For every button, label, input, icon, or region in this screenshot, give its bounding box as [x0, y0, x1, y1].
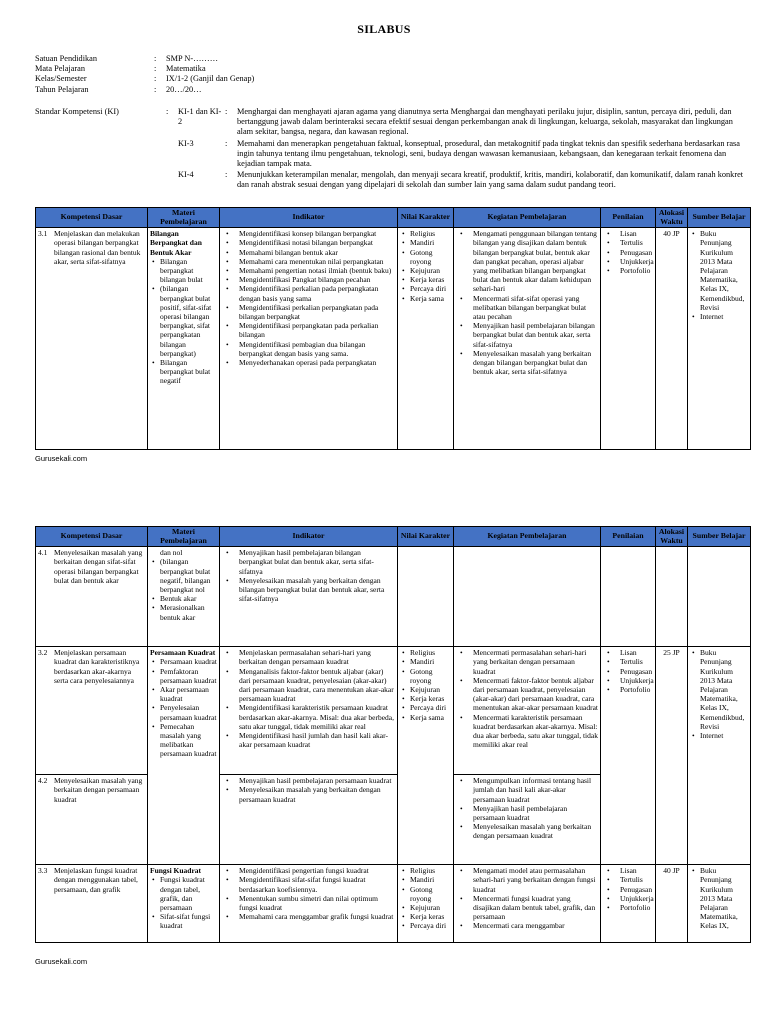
penilaian-list [603, 229, 653, 275]
kegiatan-cell [454, 228, 601, 450]
header-cell: Alokasi Waktu [656, 527, 688, 547]
list-item: • (bilangan berpangkat bulat negatif, bilangan berpangkat nol [160, 557, 217, 594]
header-cell: Kompetensi Dasar [36, 527, 148, 547]
list-item: • Memahami bilangan bentuk akar [239, 248, 395, 257]
list-item: • Mencermati faktor-faktor bentuk aljabar dari persamaan kuadrat, penyelesaian (akar-akar) dari persamaan kuadrat, cara menentukan akar-akar persamaan kuadrat [473, 676, 598, 713]
list-item: • Portofolio [620, 685, 653, 694]
nilai-list [400, 648, 451, 722]
materi-title: Fungsi Kuadrat [150, 866, 202, 876]
list-item: • Bilangan berpangkat bilangan bulat [160, 257, 217, 285]
list-item: • Portofolio [620, 266, 653, 275]
list-item: • (bilangan berpangkat bulat positif, sifat-sifat operasi bilangan berpangkat, sifat perpangkatan bilangan berpangkat) [160, 284, 217, 358]
silabus-table-1 [35, 207, 751, 450]
colon: : [166, 107, 169, 116]
identity-block [35, 54, 254, 95]
kd-number: 3.3 [38, 866, 48, 876]
list-item: • Memahami cara menentukan nilai perpangkatan [239, 257, 395, 266]
nilai-list [400, 866, 451, 930]
indikator-list [222, 776, 395, 804]
header-cell: Sumber Belajar [688, 208, 751, 228]
silabus-table-2 [35, 526, 751, 943]
list-item: • Gotong royong [410, 667, 451, 685]
list-item: • Tertulis [620, 875, 653, 884]
list-item: • Menyelesaikan masalah yang berkaitan dengan persamaan kuadrat [239, 785, 395, 803]
list-item: • Penugasan [620, 667, 653, 676]
list-item: • Mandiri [410, 657, 451, 666]
list-item: • Penugasan [620, 248, 653, 257]
header-cell: Alokasi Waktu [656, 208, 688, 228]
ki-text: Menunjukkan keterampilan menalar, mengolah, dan menyaji secara kreatif, produktif, kritis, mandiri, kolaboratif, dan komunikatif, dalam ranah konkret dan ranah abstrak sesuai dengan yang dipelajari di sekolah dan sumber lain yang sama dalam sudut pandang teori. [237, 170, 744, 190]
materi-list [150, 657, 217, 758]
list-item: • Religius [410, 648, 451, 657]
colon: : [154, 74, 157, 84]
colon: : [225, 138, 228, 148]
kegiatan-cell [454, 647, 601, 775]
table-row [36, 228, 751, 450]
colon: : [154, 64, 157, 74]
list-item: • Akar persamaan kuadrat [160, 685, 217, 703]
meta-value: Matematika [166, 64, 206, 74]
kd-cell [36, 228, 148, 450]
list-item: • Sifat-sifat fungsi kuadrat [160, 912, 217, 930]
list-item: • Menyajikan hasil pembelajaran bilangan berpangkat bulat dan bentuk akar, serta sifat-sifatnya [473, 321, 598, 349]
kegiatan-cell [454, 775, 601, 865]
meta-row [35, 85, 254, 95]
materi-continuation: dan nol [160, 548, 183, 558]
kd-text: Menyelesaikan masalah yang berkaitan dengan persamaan kuadrat [54, 776, 143, 804]
sumber-list [690, 229, 748, 321]
list-item: • Menyajikan hasil pembelajaran bilangan berpangkat bulat dan bentuk akar, serta sifat-sifatnya [239, 548, 395, 576]
list-item: • Mengidentifikasi pengertian fungsi kuadrat [239, 866, 395, 875]
kegiatan-list [456, 776, 598, 840]
nilai-cell [398, 647, 454, 865]
footer-text: Gurusekali.com [35, 957, 88, 966]
indikator-list [222, 648, 395, 749]
list-item: • Penyelesaian persamaan kuadrat [160, 703, 217, 721]
list-item: • Menyajikan hasil pembelajaran persamaan kuadrat [473, 804, 598, 822]
list-item: • Gotong royong [410, 248, 451, 266]
header-cell: Penilaian [601, 527, 656, 547]
penilaian-cell [601, 228, 656, 450]
list-item: • Mengamati penggunaan bilangan tentang bilangan yang disajikan dalam bentuk bilangan berpangkat bulat, bentuk akar dan pangkat pecahan, operasi aljabar yang melibatkan bilangan berpangkat bulat dan bentuk akar dalam kehidupan sehari-hari [473, 229, 598, 293]
list-item: • Tertulis [620, 238, 653, 247]
kd-text: Menjelaskan persamaan kuadrat dan karakteristiknya berdasarkan akar-akarnya serta cara penyelesaiannya [54, 648, 140, 685]
list-item: • Menyelesaikan masalah yang berkaitan dengan bilangan berpangkat bulat dan bentuk akar, serta sifat-sifatnya [473, 349, 598, 377]
colon: : [154, 54, 157, 63]
list-item: • Pemecahan masalah yang melibatkan persamaan kuadrat [160, 722, 217, 759]
indikator-list [222, 866, 395, 921]
indikator-cell [220, 547, 398, 647]
ki-code: KI-4 [178, 170, 194, 180]
list-item: • Merasionalkan bentuk akar [160, 603, 217, 621]
list-item: • Buku Penunjang Kurikulum 2013 Mata Pelajaran Matematika, Kelas IX, Kemendikbud, Revisi [700, 229, 748, 312]
kegiatan-list [456, 648, 598, 749]
list-item: • Mengidentifikasi Pangkat bilangan pecahan [239, 275, 395, 284]
table-header-row [36, 527, 751, 547]
list-item: • Buku Penunjang Kurikulum 2013 Mata Pelajaran Matematika, Kelas IX, [700, 866, 748, 930]
list-item: • Portofolio [620, 903, 653, 912]
nilai-list [400, 229, 451, 303]
header-cell: Indikator [220, 527, 398, 547]
list-item: • Memahami cara menggambar grafik fungsi kuadrat [239, 912, 395, 921]
kegiatan-cell [454, 547, 601, 647]
ki-block [35, 107, 750, 192]
materi-list [150, 257, 217, 386]
materi-list [150, 557, 217, 621]
list-item: • Kejujuran [410, 685, 451, 694]
meta-value: SMP N-……… [166, 54, 219, 63]
list-item: • Kerja keras [410, 275, 451, 284]
table-row [36, 547, 751, 647]
list-item: • Menyederhanakan operasi pada perpangkatan [239, 358, 395, 367]
list-item: • Memahami pengertian notasi ilmiah (bentuk baku) [239, 266, 395, 275]
materi-cell [148, 647, 220, 865]
list-item: • Kerja sama [410, 294, 451, 303]
list-item: • Mengidentifikasi notasi bilangan berpangkat [239, 238, 395, 247]
header-cell: Indikator [220, 208, 398, 228]
list-item: • Lisan [620, 648, 653, 657]
list-item: • Buku Penunjang Kurikulum 2013 Mata Pelajaran Matematika, Kelas IX, Kemendikbud, Revisi [700, 648, 748, 731]
penilaian-list [603, 648, 653, 694]
kd-number: 4.2 [38, 776, 48, 786]
meta-label: Satuan Pendidikan [35, 54, 97, 63]
list-item: • Religius [410, 866, 451, 875]
list-item: • Mengidentifikasi pembagian dua bilangan berpangkat dengan basis yang sama. [239, 340, 395, 358]
kd-text: Menjelaskan fungsi kuadrat dengan menggunakan tabel, persamaan, dan grafik [54, 866, 138, 894]
kd-text: Menyelesaikan masalah yang berkaitan dengan sifat-sifat operasi bilangan berpangkat bulat dan bentuk akar [54, 548, 143, 585]
ki-code: KI-3 [178, 138, 194, 148]
penilaian-cell [601, 547, 656, 647]
kd-number: 4.1 [38, 548, 48, 558]
ki-row [35, 107, 750, 138]
alokasi-cell: 40 JP [656, 865, 688, 943]
materi-cell [148, 228, 220, 450]
list-item: • Fungsi kuadrat dengan tabel, grafik, dan persamaan [160, 875, 217, 912]
list-item: • Unjukkerja [620, 676, 653, 685]
meta-label: Kelas/Semester [35, 74, 87, 84]
list-item: • Mencermati sifat-sifat operasi yang melibatkan bilangan berpangkat bulat atau pecahan [473, 294, 598, 322]
list-item: • Tertulis [620, 657, 653, 666]
materi-list [150, 875, 217, 930]
list-item: • Kejujuran [410, 266, 451, 275]
ki-row [47, 170, 750, 190]
ki-text: Menghargai dan menghayati ajaran agama yang dianutnya serta Menghargai dan menghayati perilaku jujur, disiplin, santun, percaya diri, peduli, dan bertanggung jawab dalam berinteraksi secara efektif sesuai dengan perkembangan anak di lingkungan, keluarga, sekolah, masyarakat dan lingkungan alam sekitar, bangsa, negara, dan kawasan regional. [237, 107, 733, 137]
header-cell: Penilaian [601, 208, 656, 228]
header-cell: Sumber Belajar [688, 527, 751, 547]
list-item: • Mengidentifikasi perpangkatan pada perkalian bilangan [239, 321, 395, 339]
materi-cell [148, 865, 220, 943]
list-item: • Lisan [620, 229, 653, 238]
list-item: • Mengumpulkan informasi tentang hasil jumlah dan hasil kali akar-akar persamaan kuadrat [473, 776, 598, 804]
kd-cell [36, 547, 148, 647]
list-item: • Pemfaktoran persamaan kuadrat [160, 667, 217, 685]
materi-title: Persamaan Kuadrat [150, 648, 216, 658]
materi-title: Bilangan Berpangkat dan Bentuk Akar [150, 229, 202, 257]
list-item: • Kerja sama [410, 713, 451, 722]
kegiatan-list [456, 229, 598, 376]
table-row [36, 865, 751, 943]
ki-label: Standar Kompetensi (KI) [35, 107, 119, 116]
list-item: • Penugasan [620, 885, 653, 894]
colon: : [154, 84, 157, 94]
sumber-list [690, 866, 748, 930]
meta-row [35, 74, 254, 84]
list-item: • Persamaan kuadrat [160, 657, 217, 666]
list-item: • Kejujuran [410, 903, 451, 912]
meta-row [35, 64, 254, 74]
kd-text: Menjelaskan dan melakukan operasi bilangan berpangkat bilangan rasional dan bentuk akar, serta sifat-sifatnya [54, 229, 141, 266]
sumber-cell [688, 228, 751, 450]
footer-text: Gurusekali.com [35, 454, 88, 463]
ki-row [47, 139, 750, 170]
meta-value: IX/1-2 (Ganjil dan Genap) [166, 74, 255, 84]
sumber-cell [688, 865, 751, 943]
kegiatan-list [456, 866, 598, 930]
ki-text: Memahami dan menerapkan pengetahuan faktual, konseptual, prosedural, dan metakognitif pada tingkat teknis dan spesifik sederhana berdasarkan rasa ingin tahunya tentang ilmu pengetahuan, teknologi, seni, budaya dengan wawasan kemanusiaan, kebangsaan, dan kenegaraan terkait fenomena dan kejadian tampak mata. [237, 138, 740, 169]
nilai-cell [398, 547, 454, 647]
list-item: • Menganalisis faktor-faktor bentuk aljabar (akar) dari persamaan kuadrat, penyelesaian (akar-akar) dari persamaan kuadrat, cara menentukan akar-akar persamaan kuadrat [239, 667, 395, 704]
sumber-cell [688, 547, 751, 647]
nilai-cell [398, 228, 454, 450]
penilaian-cell [601, 865, 656, 943]
materi-cell [148, 547, 220, 647]
list-item: • Internet [700, 312, 748, 321]
list-item: • Internet [700, 731, 748, 740]
list-item: • Bilangan berpangkat bulat negatif [160, 358, 217, 386]
list-item: • Unjukkerja [620, 257, 653, 266]
list-item: • Mencermati fungsi kuadrat yang disajikan dalam bentuk tabel, grafik, dan persamaan [473, 894, 598, 922]
list-item: • Mandiri [410, 238, 451, 247]
meta-row [35, 54, 254, 64]
kd-number: 3.2 [38, 648, 48, 658]
nilai-cell [398, 865, 454, 943]
penilaian-cell [601, 647, 656, 865]
indikator-cell [220, 865, 398, 943]
meta-value: 20…/20… [166, 84, 202, 94]
indikator-cell [220, 775, 398, 865]
sumber-cell [688, 647, 751, 865]
list-item: • Menyelesaikan masalah yang berkaitan dengan bilangan berpangkat bulat dan bentuk akar, serta sifat-sifatnya [239, 576, 395, 604]
list-item: • Mengidentifikasi sifat-sifat fungsi kuadrat berdasarkan koefisiennya. [239, 875, 395, 893]
header-cell: Kompetensi Dasar [36, 208, 148, 228]
kd-cell [36, 647, 148, 775]
colon: : [225, 107, 228, 116]
list-item: • Menyajikan hasil pembelajaran persamaan kuadrat [239, 776, 395, 785]
meta-label: Mata Pelajaran [35, 64, 85, 74]
list-item: • Mengidentifikasi hasil jumlah dan hasil kali akar-akar persamaan kuadrat [239, 731, 395, 749]
list-item: • Mencermati permasalahan sehari-hari yang berkaitan dengan persamaan kuadrat [473, 648, 598, 676]
list-item: • Gotong royong [410, 885, 451, 903]
colon: : [225, 170, 228, 180]
header-cell: Nilai Karakter [398, 527, 454, 547]
ki-code: KI-1 dan KI-2 [178, 107, 222, 127]
list-item: • Mandiri [410, 875, 451, 884]
kegiatan-cell [454, 865, 601, 943]
header-cell: Kegiatan Pembelajaran [454, 527, 601, 547]
meta-label: Tahun Pelajaran [35, 84, 89, 94]
list-item: • Menentukan sumbu simetri dan nilai optimum fungsi kuadrat [239, 894, 395, 912]
list-item: • Menjelaskan permasalahan sehari-hari yang berkaitan dengan persamaan kuadrat [239, 648, 395, 666]
list-item: • Mengidentifikasi konsep bilangan berpangkat [239, 229, 395, 238]
penilaian-list [603, 866, 653, 912]
page-title: SILABUS [357, 22, 411, 36]
list-item: • Percaya diri [410, 703, 451, 712]
list-item: • Mengidentifikasi perkalian perpangkatan pada bilangan berpangkat [239, 303, 395, 321]
list-item: • Unjukkerja [620, 894, 653, 903]
alokasi-cell: 40 JP [656, 228, 688, 450]
alokasi-cell [656, 547, 688, 647]
list-item: • Mengidentifikasi perkalian pada perpangkatan dengan basis yang sama [239, 284, 395, 302]
header-cell: Materi Pembelajaran [148, 208, 220, 228]
list-item: • Mengamati model atau permasalahan sehari-hari yang berkaitan dengan fungsi kuadrat [473, 866, 598, 894]
header-cell: Nilai Karakter [398, 208, 454, 228]
list-item: • Bentuk akar [160, 594, 217, 603]
kd-cell [36, 865, 148, 943]
list-item: • Lisan [620, 866, 653, 875]
list-item: • Kerja keras [410, 694, 451, 703]
table-row [36, 647, 751, 775]
list-item: • Menyelesaikan masalah yang berkaitan dengan persamaan kuadrat [473, 822, 598, 840]
kd-cell [36, 775, 148, 865]
table-header-row [36, 208, 751, 228]
list-item: • Mencermati karakteristik persamaan kuadrat berdasarkan akar-akarnya. Misal: dua akar berbeda, satu akar tunggal, tidak memiliki akar real [473, 713, 598, 750]
alokasi-cell: 25 JP [656, 647, 688, 865]
list-item: • Percaya diri [410, 921, 451, 930]
list-item: • Religius [410, 229, 451, 238]
list-item: • Percaya diri [410, 284, 451, 293]
list-item: • Kerja keras [410, 912, 451, 921]
indikator-cell [220, 228, 398, 450]
sumber-list [690, 648, 748, 740]
list-item: • Mengidentifikasi karakteristik persamaan kuadrat berdasarkan akar-akarnya. Misal: dua akar berbeda, satu akar tunggal, tidak memiliki akar real [239, 703, 395, 731]
indikator-cell [220, 647, 398, 775]
list-item: • Mencermati cara menggambar [473, 921, 598, 930]
indikator-list [222, 548, 395, 603]
kd-number: 3.1 [38, 229, 48, 239]
header-cell: Kegiatan Pembelajaran [454, 208, 601, 228]
header-cell: Materi Pembelajaran [148, 527, 220, 547]
indikator-list [222, 229, 395, 367]
